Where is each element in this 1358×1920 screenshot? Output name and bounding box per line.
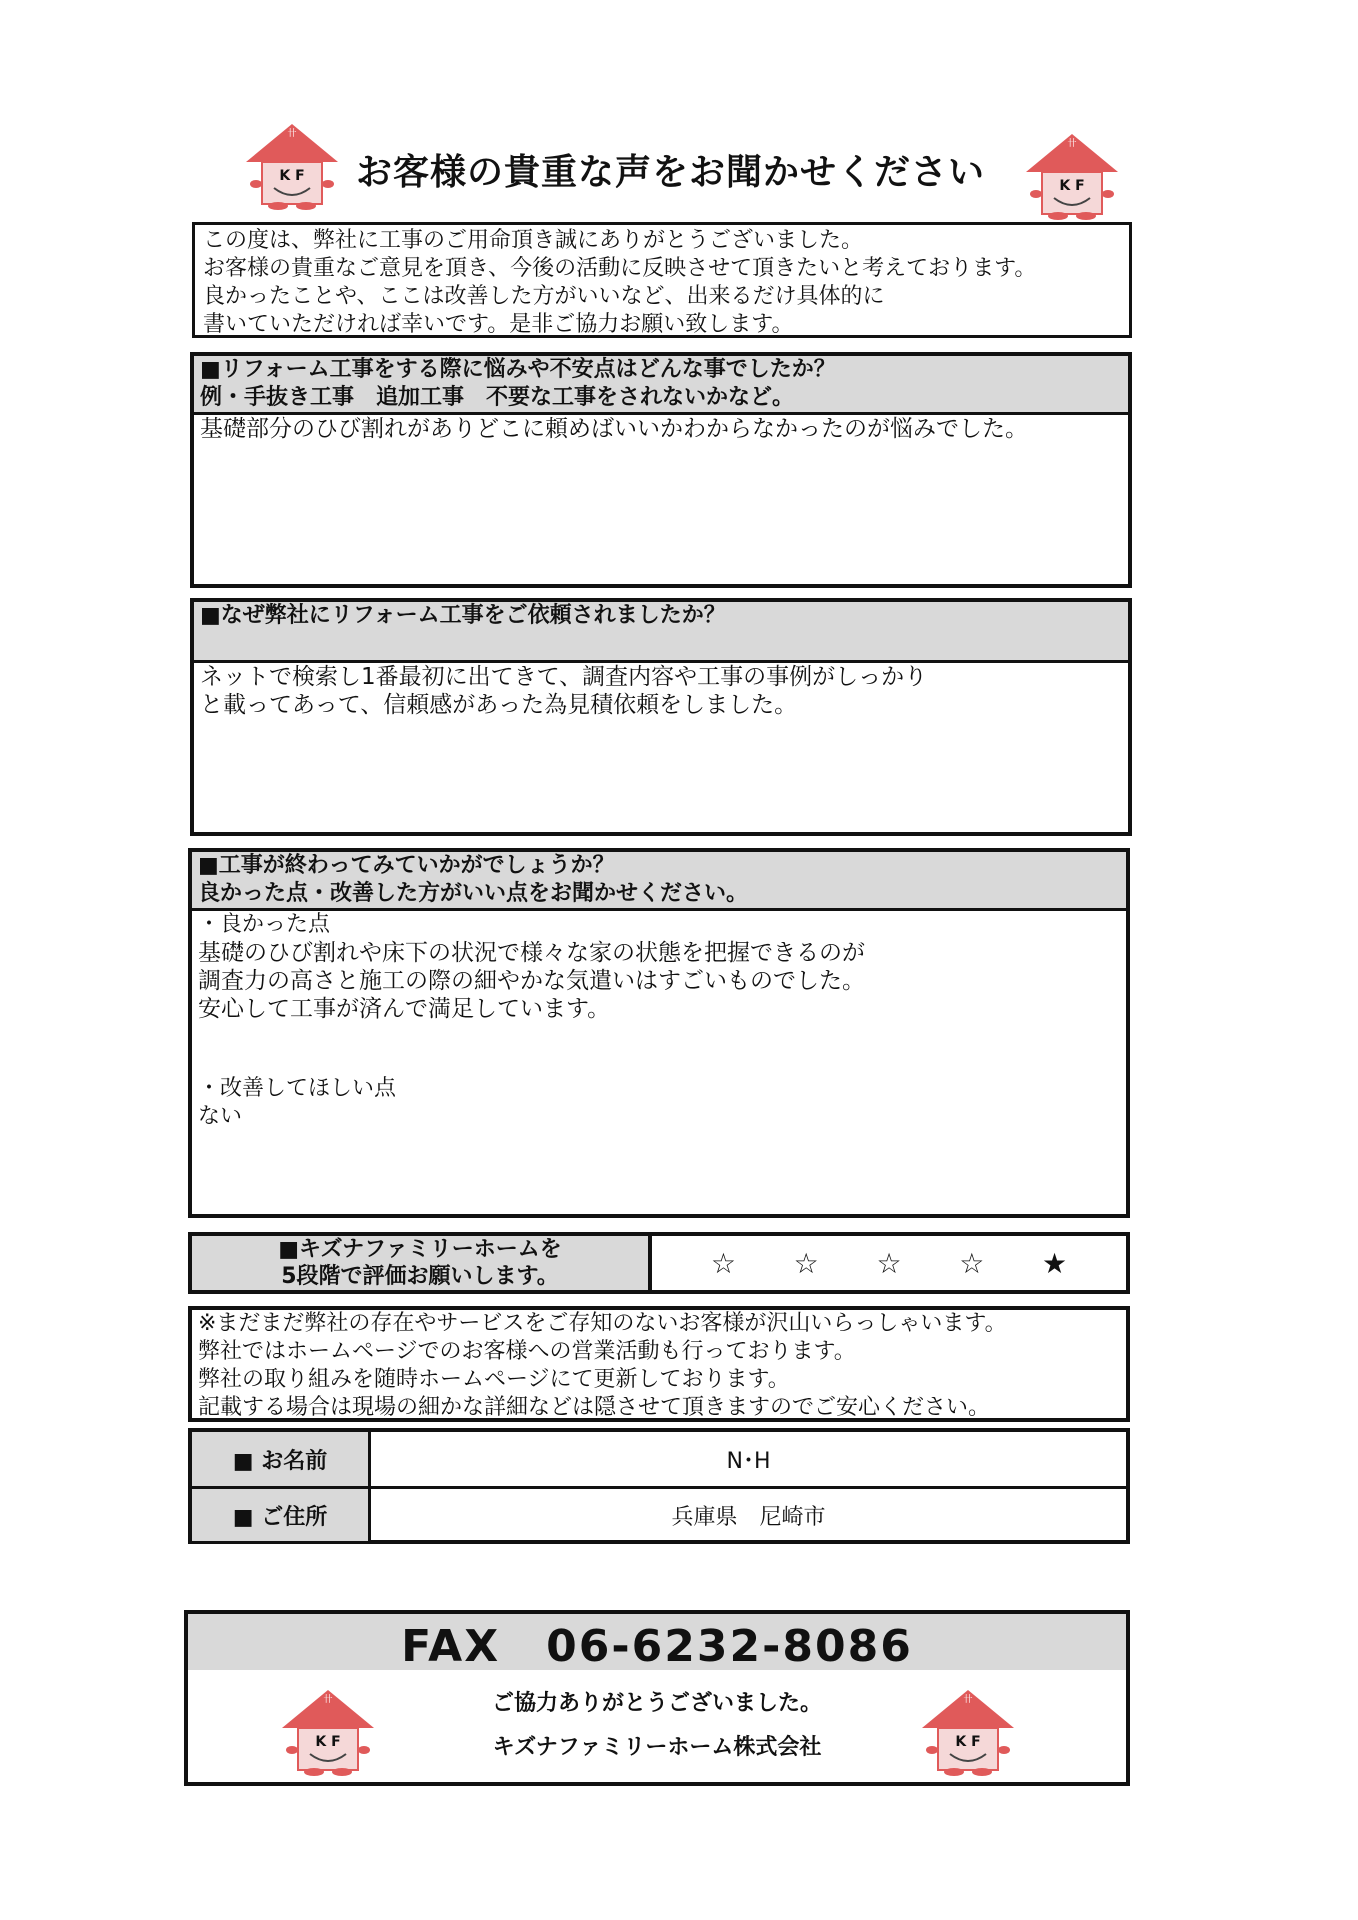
question-2-header xyxy=(194,602,1128,663)
star-icon[interactable]: ☆ xyxy=(876,1246,902,1280)
notice-line: 弊社ではホームページでのお客様への営業活動も行っております。 xyxy=(198,1339,856,1364)
question-1-answer: 基礎部分のひび割れがありどこに頼めばいいかわからなかったのが悩みでした。 xyxy=(200,416,1028,442)
intro-box xyxy=(192,222,1132,338)
good-points-line: 基礎のひび割れや床下の状況で様々な家の状態を把握できるのが xyxy=(198,940,865,966)
notice-line: ※まだまだ弊社の存在やサービスをご存知のないお客様が沢山いらっしゃいます。 xyxy=(198,1311,1007,1336)
rating-label-line: ■キズナファミリーホームを xyxy=(278,1237,562,1262)
good-points-line: 調査力の高さと施工の際の細やかな気遣いはすごいものでした。 xyxy=(198,968,865,994)
rating-label xyxy=(192,1236,652,1290)
thanks-message: ご協力ありがとうございました。 xyxy=(491,1691,822,1716)
name-value: N･H xyxy=(726,1448,771,1474)
question-2-answer-line: ネットで検索し1番最初に出てきて、調査内容や工事の事例がしっかり xyxy=(200,664,928,690)
question-1-text: ■リフォーム工事をする際に悩みや不安点はどんな事でしたか？ xyxy=(200,357,836,382)
notice-line: 記載する場合は現場の細かな詳細などは隠させて頂きますのでご安心ください。 xyxy=(198,1395,991,1420)
question-1-header xyxy=(194,356,1128,415)
rating-label-line: 5段階で評価お願いします。 xyxy=(281,1264,559,1289)
kf-logo-icon xyxy=(1022,132,1122,222)
rating-stars xyxy=(652,1236,1126,1290)
improve-points-value: ない xyxy=(198,1104,243,1129)
star-icon[interactable]: ★ xyxy=(1042,1246,1068,1280)
question-2-box xyxy=(190,598,1132,836)
name-label: ■ お名前 xyxy=(192,1432,371,1486)
intro-line: お客様の貴重なご意見を頂き、今後の活動に反映させて頂きたいと考えております。 xyxy=(203,256,1037,281)
logo-text: K F xyxy=(1059,178,1085,194)
star-icon[interactable]: ☆ xyxy=(793,1246,819,1280)
fax-bar xyxy=(188,1614,1126,1670)
question-1-box xyxy=(190,352,1132,588)
customer-info-table xyxy=(188,1428,1130,1544)
company-name: キズナファミリーホーム株式会社 xyxy=(492,1735,822,1760)
notice-box xyxy=(188,1306,1130,1422)
intro-line: 良かったことや、ここは改善した方がいいなど、出来るだけ具体的に xyxy=(203,284,885,309)
logo-text: K F xyxy=(955,1734,981,1750)
page-title: お客様の貴重な声をお聞かせください xyxy=(356,152,986,193)
address-value: 兵庫県 尼崎市 xyxy=(671,1504,826,1530)
page-header xyxy=(240,118,1120,218)
fax-number: FAX 06-6232-8086 xyxy=(401,1621,913,1672)
intro-line: この度は、弊社に工事のご用命頂き誠にありがとうございました。 xyxy=(203,228,864,253)
question-3-header xyxy=(192,852,1126,911)
intro-line: 書いていただければ幸いです。是非ご協力お願い致します。 xyxy=(203,312,794,337)
question-3-prompt: 良かった点・改善した方がいい点をお聞かせください。 xyxy=(198,881,749,906)
question-2-text: ■なぜ弊社にリフォーム工事をご依頼されましたか？ xyxy=(200,603,726,628)
star-icon[interactable]: ☆ xyxy=(959,1246,985,1280)
question-3-text: ■工事が終わってみていかがでしょうか？ xyxy=(198,853,615,878)
improve-points-label: ・改善してほしい点 xyxy=(198,1076,397,1101)
question-2-answer-line: と載ってあって、信頼感があった為見積依頼をしました。 xyxy=(200,692,798,718)
question-1-example: 例・手抜き工事 追加工事 不要な工事をされないかなど。 xyxy=(200,385,795,410)
question-3-box xyxy=(188,848,1130,1218)
notice-line: 弊社の取り組みを随時ホームページにて更新しております。 xyxy=(198,1367,790,1392)
address-label: ■ ご住所 xyxy=(192,1489,371,1541)
star-icon[interactable]: ☆ xyxy=(710,1246,736,1280)
good-points-line: 安心して工事が済んで満足しています。 xyxy=(198,996,611,1022)
footer-box xyxy=(184,1610,1130,1786)
good-points-label: ・良かった点 xyxy=(198,912,331,937)
kf-logo-icon xyxy=(242,122,342,212)
logo-text: K F xyxy=(279,168,305,184)
rating-box xyxy=(188,1232,1130,1294)
logo-text: K F xyxy=(315,1734,341,1750)
